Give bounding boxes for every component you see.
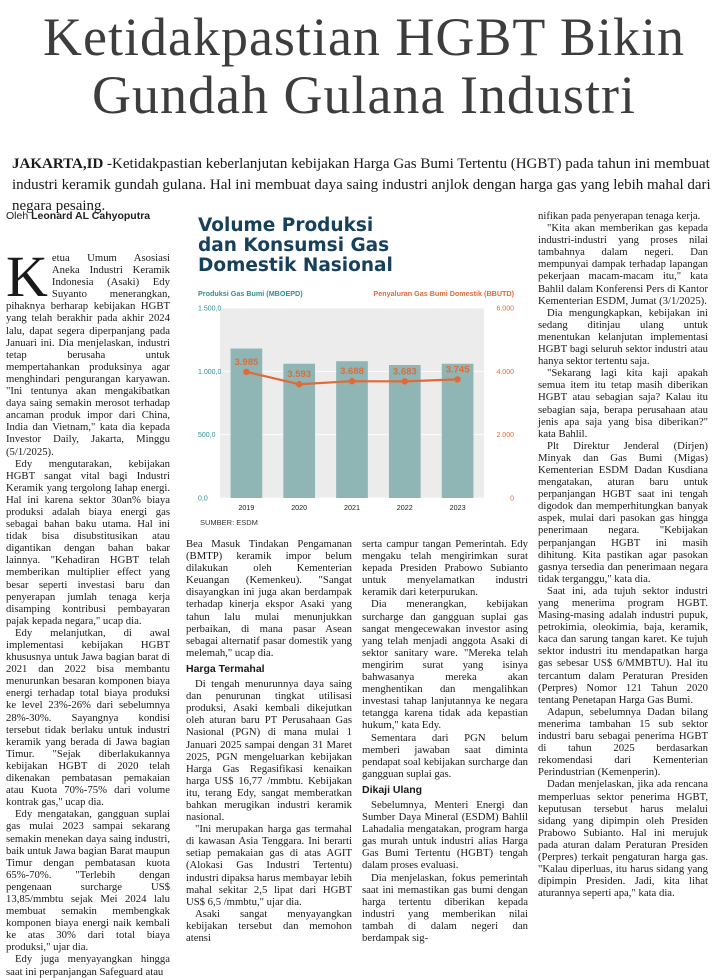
col4-paragraph-4: "Sekarang lagi kita kaji apakah semua item itu tetap masih diberikan HGBT atau sebagian saja? Kalau itu sebagian saja, berapa perusahaan atau jenis apa saja yang bisa diberikan?" kata Bahlil. [538, 367, 708, 440]
bar-2022 [389, 365, 421, 498]
col3-paragraph-1: serta campur tangan Pemerintah. Edy mengaku telah mengirimkan surat kepada Presiden Prabowo Subianto untuk menyelamatkan industri keramik dari keterpurukan. [362, 538, 528, 599]
chart-panel [186, 212, 526, 530]
chart-title: Volume Produksi dan Konsumsi Gas Domestik Nasional [198, 215, 393, 276]
line-point-2021 [349, 378, 355, 384]
col2-paragraph-2: Di tengah menurunnya daya saing dan penurunan tingkat utilisasi produksi, Asaki kembali dikejutkan oleh aturan baru PT Perusahaan Gas Nasional (PGN) di mana mulai 1 Januari 2025 sampai dengan 31 Maret 2025, PGN mengeluarkan kebijakan Harga Gas Regasifikasi kenaikan harga US$ 16,77 /mmbtu. Kebijakan itu, terang Edy, sangat memberatkan bahkan merugikan industri keramik nasional. [186, 678, 352, 824]
headline-line-1: Ketidakpastian HGBT Bikin [43, 7, 685, 67]
col1-paragraph-4: Edy mengatakan, gangguan suplai gas mulai 2023 sampai sekarang semakin menekan daya saing industri, baik untuk Jawa bagian Barat maupun Timur dengan pembatasan kuota 65%-70%. "Terlebih dengan pengenaan surcharge US$ 13,85/mmbtu sejak Mei 2024 lalu membuat semakin membengkak komponen biaya energi naik kembali ke atas 30% dari total biaya produksi," ujar dia. [6, 808, 170, 954]
col4-paragraph-5: Plt Direktur Jenderal (Dirjen) Minyak dan Gas Bumi (Migas) Kementerian ESDM Dadan Kusdiana mengatakan, aturan baru untuk perpanjangan HGBT saat ini tengah digodok dan memperhitungkan banyak aspek, mulai dari pasokan gas hingga penerimaan negara. "Kebijakan perpanjangan HGBT ini masih dihitung. Kita pastikan agar pasokan gasnya tersedia dan penerimaan negara tidak terganggu," kata dia. [538, 439, 708, 585]
col1-paragraph-3: Edy melanjutkan, di awal implementasi kebijakan HGBT khususnya untuk Jawa bagian barat di 2021 dan 2022 bisa membantu menurunkan besaran komponen biaya energi terhadap total biaya produksi ke level 23%-26% dari sebelumnya 28%-30%. Sayangnya kondisi tersebut tidak berlaku untuk industri keramik yang berada di Jawa bagian Timur. "Sejak diberlakukannya kebijakan HGBT di 2020 telah dikenakan pembatasan pemakaian atau Kuota 70%-75% dari volume kontrak gas," ucap dia. [6, 626, 170, 809]
col4-paragraph-7: Adapun, sebelumnya Dadan bilang menerima tambahan 15 sub sektor industri baru sebagai penerima HGBT di tahun 2025 berdasarkan rekomendasi dari Kementerian Perindustrian (Kemenperin). [538, 705, 708, 779]
subheading-dikaji-ulang: Dikaji Ulang [362, 783, 423, 796]
col3-paragraph-5: Dia menjelaskan, fokus pemerintah saat ini memastikan gas bumi dengan harga tertentu diberikan kepada industri yang memberikan nilai tambah di dalam negeri dan berdampak sig- [362, 871, 528, 944]
line-point-2022 [402, 378, 408, 384]
bar-2023 [442, 364, 474, 498]
x-tick-label: 2019 [238, 503, 255, 512]
right-axis-label: Penyaluran Gas Bumi Domestik (BBUTD) [373, 289, 514, 298]
byline-author: Leonard AL Cahyoputra [31, 210, 151, 222]
line-point-2019 [243, 369, 249, 375]
column-2 [186, 538, 352, 944]
x-tick-label: 2022 [396, 503, 413, 512]
drop-cap: K [6, 244, 48, 309]
col4-paragraph-6: Saat ini, ada tujuh sektor industri yang menerima program HGBT. Masing-masing adalah industri pupuk, petrokimia, oleokimia, baja, keramik, kaca dan sarung tangan karet. Ke tujuh sektor industri itu mendapatkan harga gas sebesar US$ 6/MMBTU). Hal itu tercantum dalam Peraturan Presiden (Perpres) Nomor 121 Tahun 2020 tentang Penetapan Harga Gas Bumi. [538, 584, 708, 706]
data-label: 3.688 [340, 366, 364, 378]
line-point-2020 [296, 381, 302, 387]
left-tick-label: 500,0 [198, 432, 216, 440]
col2-paragraph-4: Asaki sangat menyayangkan kebijakan tersebut dan memohon atensi [186, 907, 352, 944]
line-point-2023 [454, 376, 460, 382]
subheading-harga-termahal: Harga Termahal [186, 662, 265, 675]
col4-paragraph-1: nifikan pada penyerapan tenaga kerja. [538, 210, 701, 222]
byline [6, 210, 150, 222]
right-tick-label: 6.000 [496, 305, 514, 313]
col1-paragraph-5: Edy juga menyayangkan hingga saat ini perpanjangan Safeguard atau [6, 953, 170, 978]
col1-paragraph-2: Edy mengutarakan, kebijakan HGBT sangat vital bagi Industri Keramik yang tergolong lahap energi. Hal ini karena sektor 30an% biaya produksi adalah biaya energi gas sebagai bahan baku utama. Hal ini tidak bisa disubstitusikan atau digantikan dengan bahan bakar lainnya. "Kehadiran HGBT telah memberikan multiplier effect yang besar seperti investasi baru dan penyerapan jumlah tenaga kerja disamping kontribusi pembayaran pajak kepada negara," ucap dia. [6, 457, 170, 627]
headline-line-2: Gundah Gulana Industri [92, 65, 636, 125]
dateline: JAKARTA,ID [12, 156, 104, 172]
right-tick-label: 4.000 [496, 368, 514, 376]
col4-paragraph-3: Dia mengungkapkan, kebijakan ini sedang ditinjau ulang untuk menentukan kelanjutan implementasi HGBT bagi seluruh sektor industri atau hanya sektor tertentu saja. [538, 306, 708, 368]
chart-svg [186, 212, 526, 512]
byline-prefix: Oleh [6, 210, 29, 222]
col4-paragraph-8: Dadan menjelaskan, jika ada rencana memperluas sektor penerima HGBT, keputusan tersebut harus melalui sidang yang dipimpin oleh Presiden Prabowo Subianto. Hal ini merujuk pada aturan dalam Peraturan Presiden (Perpres) terkait pengaturan harga gas. "Kalau diperluas, itu harus sidang yang dipimpin Presiden. Jadi, kita lihat aturannya seperti apa," kata dia. [538, 778, 708, 900]
data-label: 3.683 [392, 366, 417, 378]
col3-paragraph-2: Dia menerangkan, kebijakan surcharge dan gangguan suplai gas sangat mengecewakan investor asing yang telah menjadi anggota Asaki di sektor sanitary ware. "Mereka telah mengirim surat yang isinya bahwasanya mereka akan menghentikan dan mengalihkan investasi tahap lanjutannya ke negara tetangga karena tidak ada kepastian hukum," kata Edy. [362, 598, 528, 732]
col2-paragraph-3: "Ini merupakan harga gas termahal di kawasan Asia Tenggara. Ini berarti setiap pemakaian gas di atas AGIT (Alokasi Gas Industri Tertentu) industri dipaksa harus membayar lebih mahal sekitar 2,5 lipat dari HGBT US$ 6,5 /mmbtu," ujar dia. [186, 823, 352, 908]
lead-text: -Ketidakpastian keberlanjutan kebijakan Harga Gas Bumi Tertentu (HGBT) pada tahun ini membuat industri keramik gundah gulana. Hal ini membuat daya saing industri anjlok dengan harga gas yang lebih mahal dari negara pesaing. [12, 156, 711, 214]
column-1 [6, 244, 170, 978]
right-tick-label: 2.000 [496, 432, 514, 440]
col2-paragraph-1: Bea Masuk Tindakan Pengamanan (BMTP) keramik impor belum dilakukan oleh Kementerian Keuangan (Kemenkeu). "Sangat disayangkan ini juga akan berdampak terhadap kinerja ekspor Asaki yang tahun lalu mulai menunjukkan perbaikan, di mana pasar Asean sebagai alternatif pasar domestik yang melemah," ucap dia. [186, 538, 352, 659]
column-3 [362, 538, 528, 944]
headline [0, 8, 728, 124]
left-tick-label: 0,0 [198, 495, 208, 503]
left-tick-label: 1.000,0 [198, 368, 222, 376]
right-tick-label: 0 [510, 495, 514, 503]
lead-paragraph [12, 154, 716, 217]
x-tick-label: 2023 [449, 503, 466, 512]
left-axis-label: Produksi Gas Bumi (MBOEPD) [198, 289, 303, 298]
data-label: 3.745 [445, 364, 470, 376]
col1-paragraph-1: Ketua Umum Asosiasi Aneka Industri Keramik Indonesia (Asaki) Edy Suyanto menerangkan, pihaknya berharap kebijakan HGBT yang telah berakhir pada akhir 2024 lalu, dapat segera diperpanjang pada Januari ini. Dia menjelaskan, industri tetap berusaha untuk mempertahankan produksinya agar menghindari pengurangan karyawan. "Ini tentunya akan mengakibatkan daya saing semakin merosot terhadap ancaman produk impor dari China, India dan Vietnam," kata dia kepada Investor Daily, Jakarta, Minggu (5/1/2025). [6, 244, 170, 458]
left-tick-label: 1.500,0 [198, 305, 222, 313]
col3-paragraph-3: Sementara dari PGN belum memberi jawaban saat diminta pendapat soal kebijakan surcharge dan gangguan suplai gas. [362, 731, 528, 780]
data-label: 3.985 [234, 356, 259, 368]
x-tick-label: 2020 [291, 503, 308, 512]
column-4 [538, 210, 708, 899]
col3-paragraph-4: Sebelumnya, Menteri Energi dan Sumber Daya Mineral (ESDM) Bahlil Lahadalia mengatakan, program harga gas murah untuk industri alias Harga Gas Bumi Tertentu (HGBT) tengah dalam proses evaluasi. [362, 798, 528, 872]
col4-paragraph-2: "Kita akan memberikan gas kepada industri-industri yang proses nilai tambahnya dalam negeri. Dan mempunyai dampak terhadap lapangan pekerjaan macam-macam itu," kata Bahlil dalam Konferensi Pers di Kantor Kementerian ESDM, Jumat (3/1/2025). [538, 222, 708, 307]
chart-source: SUMBER: ESDM [200, 518, 258, 527]
data-label: 3.593 [287, 369, 312, 381]
x-tick-label: 2021 [344, 503, 360, 512]
